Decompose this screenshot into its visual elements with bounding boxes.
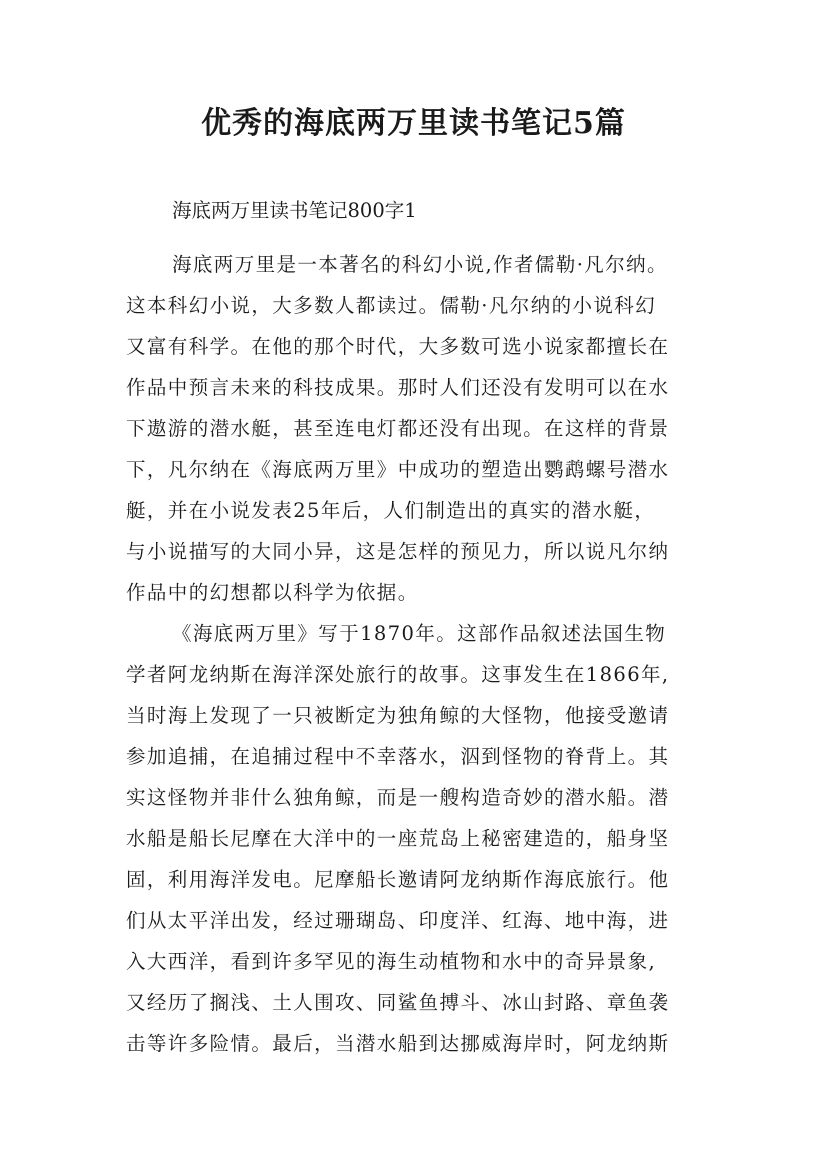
text-line: 下遨游的潜水艇，甚至连电灯都还没有出现。在这样的背景	[126, 417, 670, 440]
text-line: 又富有科学。在他的那个时代，大多数可选小说家都擅长在	[126, 335, 670, 358]
text-line: 又经历了搁浅、土人围攻、同鲨鱼搏斗、冰山封路、章鱼袭	[126, 991, 670, 1014]
text-line: 艇，并在小说发表25年后，人们制造出的真实的潜水艇，	[126, 499, 656, 522]
text-line: 水船是船长尼摩在大洋中的一座荒岛上秘密建造的，船身坚	[126, 827, 670, 850]
text-line: 《海底两万里》写于1870年。这部作品叙述法国生物	[172, 622, 667, 645]
text-line: 作品中预言未来的科技成果。那时人们还没有发明可以在水	[126, 376, 670, 399]
document-title: 优秀的海底两万里读书笔记5篇	[201, 106, 626, 141]
text-line: 参加追捕，在追捕过程中不幸落水，泅到怪物的脊背上。其	[126, 745, 670, 768]
text-line: 作品中的幻想都以科学为依据。	[126, 581, 419, 604]
text-line: 们从太平洋出发，经过珊瑚岛、印度洋、红海、地中海，进	[126, 909, 670, 932]
text-line: 固，利用海洋发电。尼摩船长邀请阿龙纳斯作海底旅行。他	[126, 868, 670, 891]
text-line: 当时海上发现了一只被断定为独角鲸的大怪物，他接受邀请	[126, 704, 670, 727]
text-line: 学者阿龙纳斯在海洋深处旅行的故事。这事发生在1866年,	[126, 663, 670, 686]
text-line: 下，凡尔纳在《海底两万里》中成功的塑造出鹦鹉螺号潜水	[126, 458, 670, 481]
text-line: 与小说描写的大同小异，这是怎样的预见力，所以说凡尔纳	[126, 540, 670, 563]
section-heading: 海底两万里读书笔记800字1	[172, 199, 417, 222]
text-line: 实这怪物并非什么独角鲸，而是一艘构造奇妙的潜水船。潜	[126, 786, 670, 809]
text-line: 这本科幻小说，大多数人都读过。儒勒·凡尔纳的小说科幻	[126, 294, 657, 317]
text-line: 入大西洋，看到许多罕见的海生动植物和水中的奇异景象,	[126, 950, 657, 973]
body-text	[126, 244, 716, 1064]
text-line: 击等许多险情。最后，当潜水船到达挪威海岸时，阿龙纳斯	[126, 1032, 670, 1055]
text-line: 海底两万里是一本著名的科幻小说,作者儒勒·凡尔纳。	[172, 253, 668, 276]
